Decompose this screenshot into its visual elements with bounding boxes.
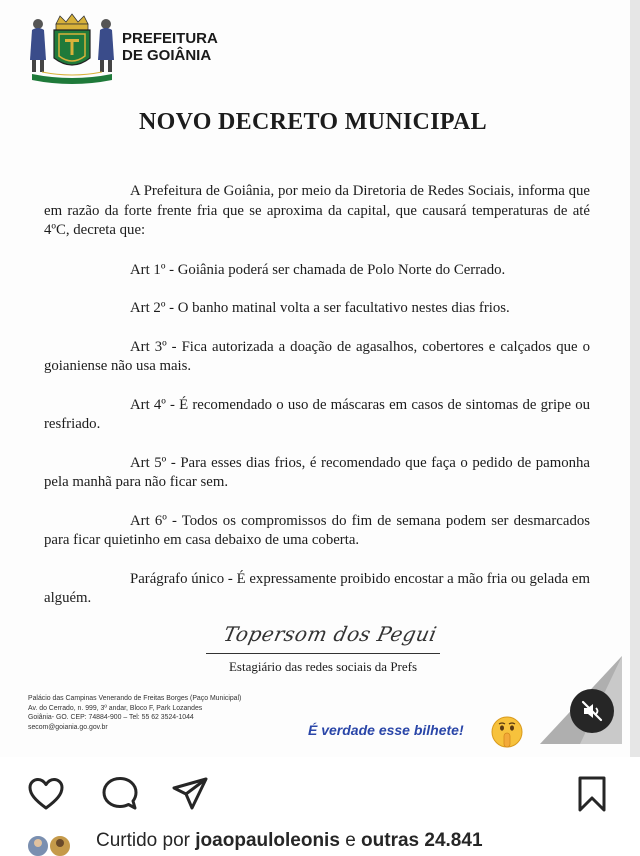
signature-caption: Estagiário das redes sociais da Prefs [228, 659, 418, 674]
signature-line [206, 653, 440, 654]
share-button[interactable] [170, 775, 210, 813]
likes-others-link[interactable]: outras 24.841 [361, 830, 483, 851]
single-paragraph: Parágrafo único - É expressamente proibido encostar a mão fria ou gelada em alguém. [44, 570, 590, 606]
article-4: Art 4º - É recomendado o uso de máscaras em casos de sintomas de gripe ou resfriado. [44, 396, 590, 432]
city-coat-of-arms-icon [26, 10, 118, 86]
comment-button[interactable] [100, 775, 140, 813]
address-line: Av. do Cerrado, n. 999, 3º andar, Bloco F, Park Lozandes [28, 704, 203, 712]
likes-summary[interactable] [96, 830, 483, 852]
city-name-line2: DE GOIÂNIA [122, 47, 212, 64]
city-name [122, 30, 218, 64]
footer-address [28, 694, 241, 732]
liked-by-avatars [26, 832, 82, 856]
article-3: Art 3º - Fica autorizada a doação de agasalhos, cobertores e calçados que o goianiense não usa mais. [44, 338, 590, 374]
heart-icon [27, 777, 65, 811]
signature: Topersom dos Pegui [221, 622, 440, 646]
city-name-line1: PREFEITURA [122, 30, 218, 47]
document-title: NOVO DECRETO MUNICIPAL [139, 109, 487, 135]
post-edge [630, 0, 640, 757]
address-line: Palácio das Campinas Venerando de Freitas Borges (Paço Municipal) [28, 695, 242, 702]
address-line: Goiânia- GO. CEP: 74884-900 – Tel: 55 62 3524-1044 [28, 714, 194, 722]
mute-button[interactable] [570, 689, 614, 733]
comment-icon [101, 776, 139, 812]
likes-prefix: Curtido por [96, 830, 190, 851]
likes-connector: e [345, 830, 356, 851]
slogan: É verdade esse bilhete! [308, 722, 464, 738]
address-line: secom@goiania.go.gov.br [28, 723, 108, 731]
speaker-muted-icon [580, 699, 604, 723]
share-icon [171, 776, 209, 812]
intro-paragraph: A Prefeitura de Goiânia, por meio da Diretoria de Redes Sociais, informa que em razão da forte frente fria que se aproxima da capital, que causará temperaturas de até 4ºC, decreta que: [44, 183, 590, 238]
shushing-face-emoji-icon [490, 715, 524, 749]
article-6: Art 6º - Todos os compromissos do fim de semana podem ser desmarcados para ficar quietinho em casa debaixo de uma coberta. [44, 512, 590, 548]
save-button[interactable] [574, 774, 610, 814]
document-body [44, 182, 590, 628]
article-1: Art 1º - Goiânia poderá ser chamada de Polo Norte do Cerrado. [130, 261, 506, 278]
bookmark-icon [576, 775, 608, 813]
article-2: Art 2º - O banho matinal volta a ser facultativo nestes dias frios. [130, 300, 510, 316]
likes-user-link[interactable]: joaopauloleonis [195, 830, 340, 851]
article-5: Art 5º - Para esses dias frios, é recomendado que faça o pedido de pamonha pela manhã para não ficar sem. [44, 454, 590, 490]
like-button[interactable] [26, 775, 66, 813]
